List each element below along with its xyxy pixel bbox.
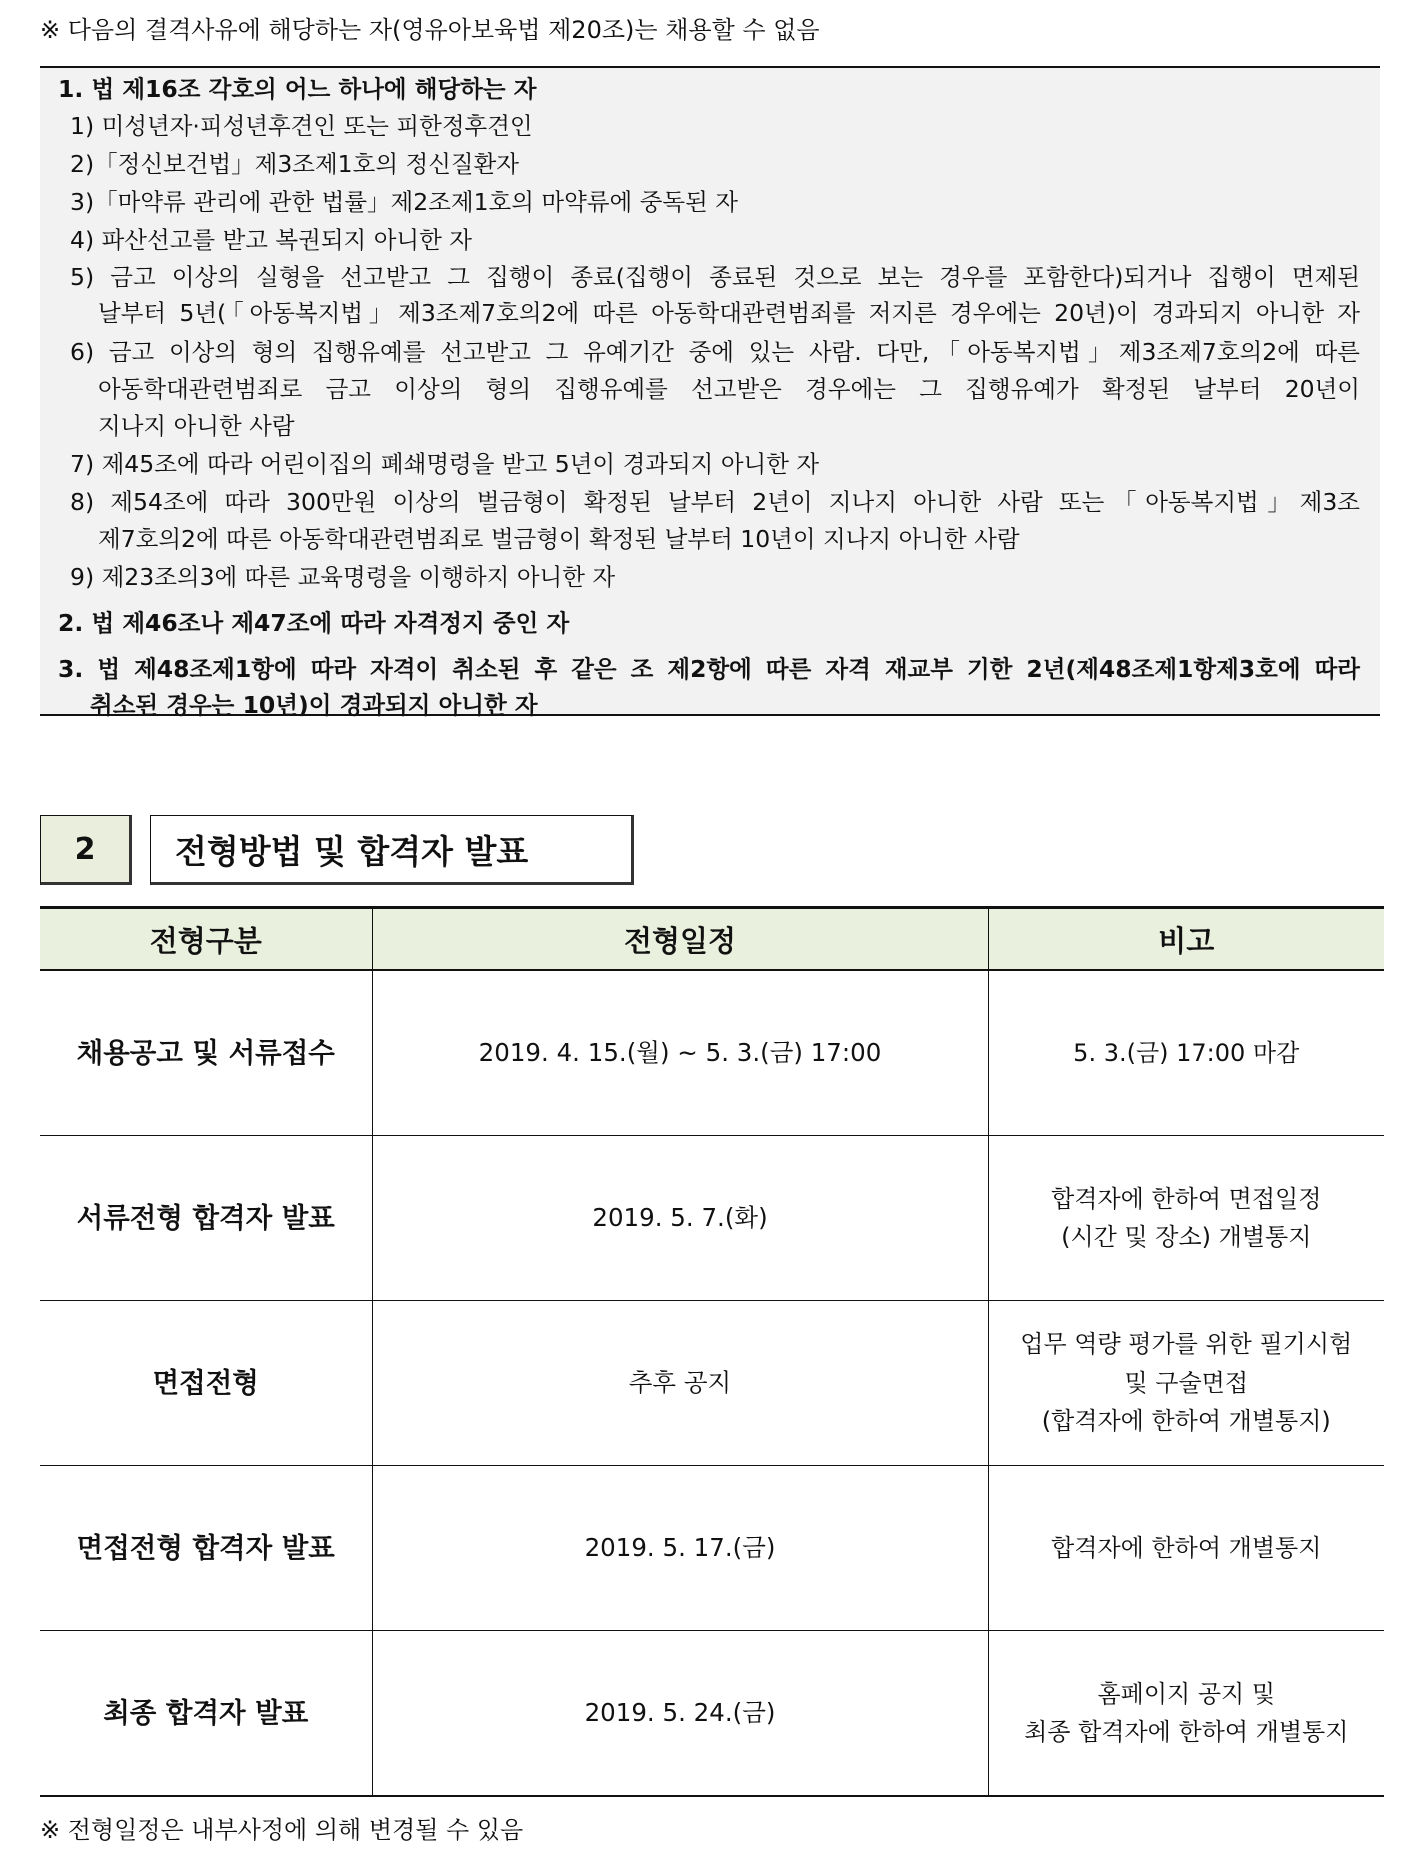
disq-sub-9: 9) 제23조의3에 따른 교육명령을 이행하지 아니한 자 [70, 563, 616, 591]
table-row [40, 1631, 1384, 1797]
date-cell: 2019. 4. 15.(월) ~ 5. 3.(금) 17:00 [372, 970, 988, 1136]
stage-cell: 서류전형 합격자 발표 [40, 1136, 372, 1301]
remark-line: 및 구술면접 [1124, 1368, 1249, 1397]
stage-cell: 채용공고 및 서류접수 [40, 970, 372, 1136]
disq-sub-1: 1) 미성년자·피성년후견인 또는 피한정후견인 [70, 112, 533, 140]
date-cell: 2019. 5. 7.(화) [372, 1136, 988, 1301]
disq-sub-5-line1: 5) 금고 이상의 실형을 선고받고 그 집행이 종료(집행이 종료된 것으로 보는 경우를 포함한다)되거나 집행이 면제된 [70, 263, 1360, 291]
remark-line: 홈페이지 공지 및 [1097, 1679, 1276, 1708]
remark-cell [988, 1466, 1384, 1631]
remark-line: 합격자에 한하여 면접일정 [1051, 1184, 1322, 1213]
disq-sub-8-line1: 8) 제54조에 따라 300만원 이상의 벌금형이 확정된 날부터 2년이 지나지 아니한 사람 또는「아동복지법」제3조 [70, 488, 1360, 516]
disq-item-2: 2. 법 제46조나 제47조에 따라 자격정지 중인 자 [58, 609, 570, 637]
disq-item-3-line1: 3. 법 제48조제1항에 따라 자격이 취소된 후 같은 조 제2항에 따른 자격 재교부 기한 2년(제48조제1항제3호에 따라 [58, 655, 1360, 683]
disq-sub-6-line1: 6) 금고 이상의 형의 집행유예를 선고받고 그 유예기간 중에 있는 사람. 다만,「아동복지법」제3조제7호의2에 따른 [70, 338, 1360, 366]
disqualification-notice: ※ 다음의 결격사유에 해당하는 자(영유아보육법 제20조)는 채용할 수 없음 [40, 16, 820, 44]
table-row [40, 1301, 1384, 1466]
disq-item-3-line2: 취소된 경우는 10년)이 경과되지 아니한 자 [90, 691, 538, 719]
disqualification-box [40, 66, 1380, 719]
header-remark: 비고 [988, 908, 1384, 971]
disq-sub-5-line2: 날부터 5년(「아동복지법」제3조제7호의2에 따른 아동학대관련범죄를 저지른 경우에는 20년)이 경과되지 아니한 자 [98, 299, 1360, 327]
remark-line: 최종 합격자에 한하여 개별통지 [1024, 1718, 1349, 1746]
date-cell: 2019. 5. 17.(금) [372, 1466, 988, 1631]
disq-sub-7: 7) 제45조에 따라 어린이집의 폐쇄명령을 받고 5년이 경과되지 아니한 자 [70, 450, 820, 478]
date-cell: 2019. 5. 24.(금) [372, 1631, 988, 1797]
table-row [40, 1466, 1384, 1631]
schedule-header-row [40, 908, 1384, 971]
header-stage: 전형구분 [40, 908, 372, 971]
remark-line: 업무 역량 평가를 위한 필기시험 [1020, 1330, 1353, 1359]
remark-cell [988, 1631, 1384, 1797]
stage-cell: 면접전형 합격자 발표 [40, 1466, 372, 1631]
disq-sub-8-line2: 제7호의2에 따른 아동학대관련범죄로 벌금형이 확정된 날부터 10년이 지나지 아니한 사람 [98, 525, 1020, 553]
schedule-table [40, 906, 1384, 1797]
schedule-change-notice: ※ 전형일정은 내부사정에 의해 변경될 수 있음 [40, 1816, 524, 1844]
disq-sub-6-line3: 지나지 아니한 사람 [98, 412, 295, 440]
table-row [40, 1136, 1384, 1301]
section-number: 2 [40, 815, 132, 885]
disq-sub-3: 3)「마약류 관리에 관한 법률」제2조제1호의 마약류에 중독된 자 [70, 188, 738, 216]
date-cell: 추후 공지 [372, 1301, 988, 1466]
table-row [40, 970, 1384, 1136]
remark-cell [988, 970, 1384, 1136]
remark-line: 합격자에 한하여 개별통지 [1051, 1533, 1322, 1562]
disq-sub-2: 2)「정신보건법」제3조제1호의 정신질환자 [70, 150, 520, 178]
stage-cell: 최종 합격자 발표 [40, 1631, 372, 1797]
section-title: 전형방법 및 합격자 발표 [150, 815, 634, 885]
remark-cell [988, 1301, 1384, 1466]
stage-cell: 면접전형 [40, 1301, 372, 1466]
disq-sub-4: 4) 파산선고를 받고 복권되지 아니한 자 [70, 226, 472, 254]
disq-sub-6-line2: 아동학대관련범죄로 금고 이상의 형의 집행유예를 선고받은 경우에는 그 집행유예가 확정된 날부터 20년이 [98, 375, 1360, 403]
disq-item-1: 1. 법 제16조 각호의 어느 하나에 해당하는 자 [58, 75, 537, 103]
header-date: 전형일정 [372, 908, 988, 971]
remark-cell [988, 1136, 1384, 1301]
remark-line: (합격자에 한하여 개별통지) [1041, 1407, 1331, 1436]
remark-line: 5. 3.(금) 17:00 마감 [1073, 1038, 1300, 1067]
remark-line: (시간 및 장소) 개별통지 [1061, 1223, 1312, 1251]
